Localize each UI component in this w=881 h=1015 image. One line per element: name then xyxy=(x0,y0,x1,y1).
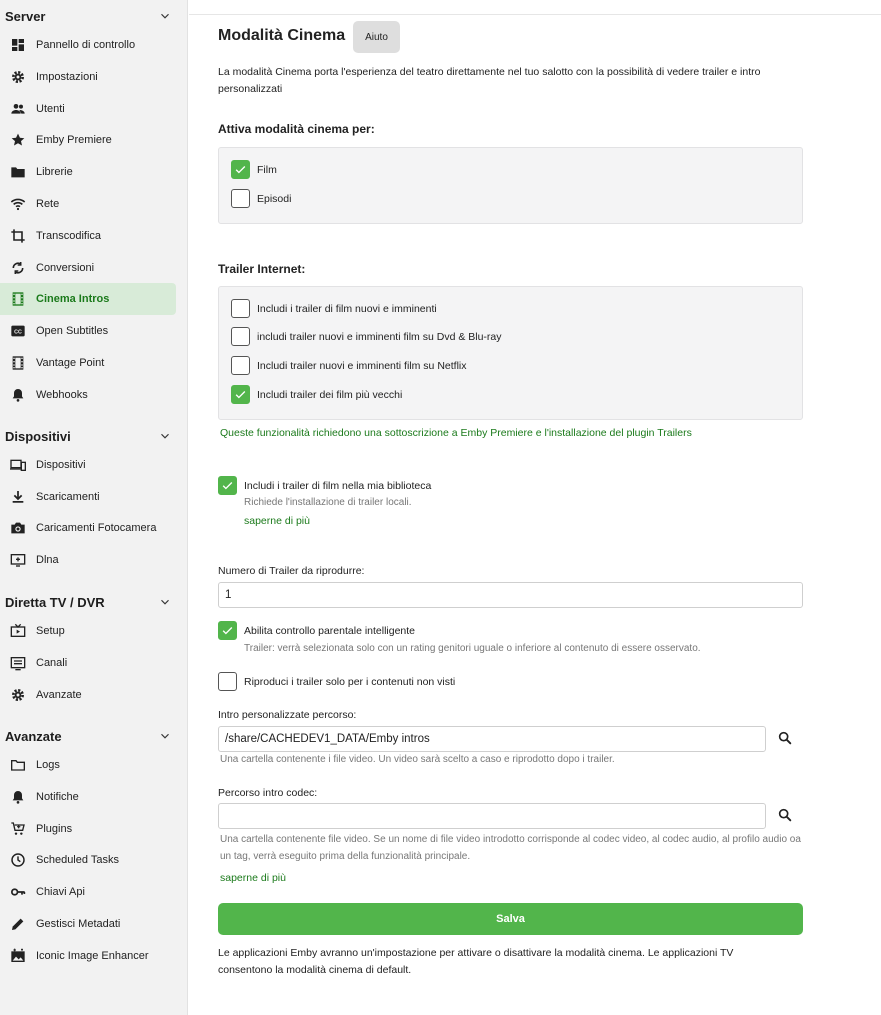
star-icon xyxy=(10,132,26,148)
sidebar-item-label: Conversioni xyxy=(36,262,95,274)
sidebar-item-label: Notifiche xyxy=(36,791,79,803)
save-button[interactable]: Salva xyxy=(218,903,803,935)
episodes-checkbox[interactable] xyxy=(231,189,250,208)
option-netflix[interactable] xyxy=(231,356,467,375)
sidebar-item-pannello-di-controllo[interactable] xyxy=(0,29,176,61)
enable-for-box xyxy=(218,147,803,224)
sidebar-item-chiavi-api[interactable] xyxy=(0,876,176,908)
bell-icon xyxy=(10,387,26,403)
section-header-0[interactable] xyxy=(0,4,184,28)
page-title: Modalità Cinema xyxy=(218,27,346,44)
film-icon xyxy=(10,291,26,307)
sidebar-item-scaricamenti[interactable] xyxy=(0,481,176,513)
live-tv-icon xyxy=(10,623,26,639)
dashboard-icon xyxy=(10,37,26,53)
codec-intros-search-button[interactable] xyxy=(776,806,794,824)
sidebar-item-emby-premiere[interactable] xyxy=(0,124,176,156)
section-title: Diretta TV / DVR xyxy=(5,594,105,610)
cart-icon xyxy=(10,821,26,837)
page-description: La modalità Cinema porta l'esperienza del teatro direttamente nel tuo salotto con la possibilità di vedere trailer e intro personalizzati xyxy=(218,66,761,95)
image-enhance-icon xyxy=(10,948,26,964)
sidebar-item-label: Open Subtitles xyxy=(36,325,109,337)
sidebar-item-logs[interactable] xyxy=(0,749,176,781)
top-divider xyxy=(189,14,881,15)
trailer-count-input[interactable]: 1 xyxy=(218,582,803,608)
sidebar-item-conversioni[interactable] xyxy=(0,252,176,284)
sidebar xyxy=(0,0,188,1015)
devices-icon xyxy=(10,457,26,473)
sidebar-item-utenti[interactable] xyxy=(0,93,176,125)
codec-intros-input[interactable] xyxy=(218,803,766,829)
sidebar-item-dispositivi[interactable] xyxy=(0,449,176,481)
sidebar-item-impostazioni[interactable] xyxy=(0,61,176,93)
sidebar-item-setup[interactable] xyxy=(0,615,176,647)
sidebar-item-iconic-image-enhancer[interactable] xyxy=(0,940,176,972)
sidebar-item-avanzate[interactable] xyxy=(0,679,176,711)
wifi-icon xyxy=(10,196,26,212)
sidebar-item-label: Iconic Image Enhancer xyxy=(36,950,149,962)
sidebar-item-label: Gestisci Metadati xyxy=(36,918,121,930)
search-icon xyxy=(777,807,793,823)
sidebar-item-label: Avanzate xyxy=(36,689,82,701)
older-films-label: Includi trailer dei film più vecchi xyxy=(257,388,403,401)
check-icon xyxy=(221,479,234,492)
channels-icon xyxy=(10,655,26,671)
cast-icon xyxy=(10,552,26,568)
sidebar-item-caricamenti-fotocamera[interactable] xyxy=(0,512,176,544)
sidebar-item-label: Canali xyxy=(36,657,68,669)
sidebar-item-label: Dispositivi xyxy=(36,459,86,471)
custom-intros-input[interactable]: /share/CACHEDEV1_DATA/Emby intros xyxy=(218,726,766,752)
search-icon xyxy=(777,730,793,746)
sidebar-item-webhooks[interactable] xyxy=(0,379,176,411)
parental-checkbox[interactable] xyxy=(218,621,237,640)
sidebar-item-librerie[interactable] xyxy=(0,156,176,188)
users-icon xyxy=(10,101,26,117)
unwatched-checkbox[interactable] xyxy=(218,672,237,691)
download-icon xyxy=(10,489,26,505)
sidebar-item-label: Plugins xyxy=(36,823,73,835)
camera-icon xyxy=(10,520,26,536)
codec-learn-more-link[interactable]: saperne di più xyxy=(220,872,286,884)
custom-intros-search-button[interactable] xyxy=(776,729,794,747)
check-icon xyxy=(221,624,234,637)
library-trailers-checkbox[interactable] xyxy=(218,476,237,495)
chevron-down-icon[interactable] xyxy=(158,429,172,443)
film-label: Film xyxy=(257,163,277,176)
sidebar-item-label: Webhooks xyxy=(36,389,88,401)
option-parental[interactable] xyxy=(218,621,415,640)
sidebar-item-label: Librerie xyxy=(36,166,73,178)
section-title: Avanzate xyxy=(5,728,62,744)
sidebar-item-scheduled-tasks[interactable] xyxy=(0,844,176,876)
sidebar-item-label: Cinema Intros xyxy=(36,293,110,305)
option-film[interactable] xyxy=(231,160,277,179)
sidebar-item-label: Rete xyxy=(36,198,60,210)
dvd-bluray-checkbox[interactable] xyxy=(231,327,250,346)
new-upcoming-label: Includi i trailer di film nuovi e imminenti xyxy=(257,302,437,315)
check-icon xyxy=(234,388,247,401)
option-new-upcoming[interactable] xyxy=(231,299,437,318)
trailer-count-label: Numero di Trailer da riprodurre: xyxy=(218,565,365,577)
learn-more-link[interactable]: saperne di più xyxy=(244,515,310,527)
unwatched-label: Riproduci i trailer solo per i contenuti non visti xyxy=(244,675,456,688)
sidebar-item-label: Transcodifica xyxy=(36,230,102,242)
check-icon xyxy=(234,163,247,176)
section-title: Server xyxy=(5,8,46,24)
sidebar-item-rete[interactable] xyxy=(0,188,176,220)
film-checkbox[interactable] xyxy=(231,160,250,179)
sidebar-item-label: Utenti xyxy=(36,103,65,115)
gear-icon xyxy=(10,69,26,85)
section-title: Dispositivi xyxy=(5,428,71,444)
sidebar-item-notifiche[interactable] xyxy=(0,781,176,813)
parental-label: Abilita controllo parentale intelligente xyxy=(244,624,416,637)
enable-for-label: Attiva modalità cinema per: xyxy=(218,122,375,136)
bell-icon xyxy=(10,789,26,805)
parental-sub: Trailer: verrà selezionata solo con un rating genitori uguale o inferiore al contenuto di essere osservato. xyxy=(244,643,701,654)
internet-trailers-box xyxy=(218,286,803,420)
option-episodes[interactable] xyxy=(231,189,291,208)
codec-intros-sub: Una cartella contenente file video. Se un nome di file video introdotto corrisponde al codec video, al codec audio, al profilo audio oa un tag, verrà eseguito prima della funzionalità principale. xyxy=(220,834,801,862)
premiere-note: Queste funzionalità richiedono una sottoscrizione a Emby Premiere e l'installazione del plugin Trailers xyxy=(220,427,692,439)
chevron-down-icon[interactable] xyxy=(158,729,172,743)
sidebar-item-canali[interactable] xyxy=(0,647,176,679)
option-library-trailers[interactable] xyxy=(218,476,431,495)
pencil-icon xyxy=(10,916,26,932)
sidebar-item-transcodifica[interactable] xyxy=(0,220,176,252)
folder-icon xyxy=(10,164,26,180)
new-upcoming-checkbox[interactable] xyxy=(231,299,250,318)
sidebar-item-label: Pannello di controllo xyxy=(36,39,136,51)
sidebar-item-dlna[interactable] xyxy=(0,544,176,576)
chevron-down-icon[interactable] xyxy=(158,595,172,609)
film-strip-icon xyxy=(10,355,26,371)
option-older-films[interactable] xyxy=(231,385,402,404)
key-icon xyxy=(10,884,26,900)
library-trailers-sub: Richiede l'installazione di trailer locali. xyxy=(244,497,412,508)
section-header-2[interactable] xyxy=(0,590,184,614)
internet-trailers-label: Trailer Internet: xyxy=(218,262,306,276)
library-trailers-label: Includi i trailer di film nella mia biblioteca xyxy=(244,479,432,492)
sidebar-item-label: Dlna xyxy=(36,554,59,566)
sidebar-item-label: Logs xyxy=(36,759,60,771)
older-films-checkbox[interactable] xyxy=(231,385,250,404)
sidebar-item-open-subtitles[interactable] xyxy=(0,315,176,347)
chevron-down-icon[interactable] xyxy=(158,9,172,23)
help-button[interactable]: Aiuto xyxy=(353,21,400,53)
sidebar-item-plugins[interactable] xyxy=(0,813,176,845)
gear-icon xyxy=(10,687,26,703)
closed-caption-icon xyxy=(10,323,26,339)
sidebar-item-vantage-point[interactable] xyxy=(0,347,176,379)
folder-outline-icon xyxy=(10,757,26,773)
footer-note: Le applicazioni Emby avranno un'impostazione per attivare o disattivare la modalità cinema. Le applicazioni TV consentono la modalità cinema di default. xyxy=(218,947,734,976)
custom-intros-label: Intro personalizzate percorso: xyxy=(218,709,357,721)
netflix-checkbox[interactable] xyxy=(231,356,250,375)
sidebar-item-cinema-intros[interactable] xyxy=(0,283,176,315)
codec-intros-label: Percorso intro codec: xyxy=(218,787,318,799)
sidebar-item-label: Emby Premiere xyxy=(36,134,112,146)
sidebar-item-label: Chiavi Api xyxy=(36,886,85,898)
sidebar-item-label: Vantage Point xyxy=(36,357,105,369)
option-dvd-bluray[interactable] xyxy=(231,327,502,346)
section-header-3[interactable] xyxy=(0,724,184,748)
sidebar-item-label: Impostazioni xyxy=(36,71,98,83)
crop-icon xyxy=(10,228,26,244)
netflix-label: Includi trailer nuovi e imminenti film su Netflix xyxy=(257,359,467,372)
section-header-1[interactable] xyxy=(0,424,184,448)
dvd-bluray-label: includi trailer nuovi e imminenti film su Dvd & Blu-ray xyxy=(257,330,502,343)
sync-icon xyxy=(10,260,26,276)
sidebar-item-label: Scaricamenti xyxy=(36,491,100,503)
sidebar-item-label: Caricamenti Fotocamera xyxy=(36,522,157,534)
svg-text:CC: CC xyxy=(14,329,22,336)
sidebar-item-label: Setup xyxy=(36,625,65,637)
episodes-label: Episodi xyxy=(257,192,292,205)
clock-icon xyxy=(10,852,26,868)
custom-intros-sub: Una cartella contenente i file video. Un video sarà scelto a caso e riprodotto dopo i trailer. xyxy=(220,754,615,765)
sidebar-item-gestisci-metadati[interactable] xyxy=(0,908,176,940)
sidebar-item-label: Scheduled Tasks xyxy=(36,854,119,866)
option-unwatched[interactable] xyxy=(218,672,455,691)
